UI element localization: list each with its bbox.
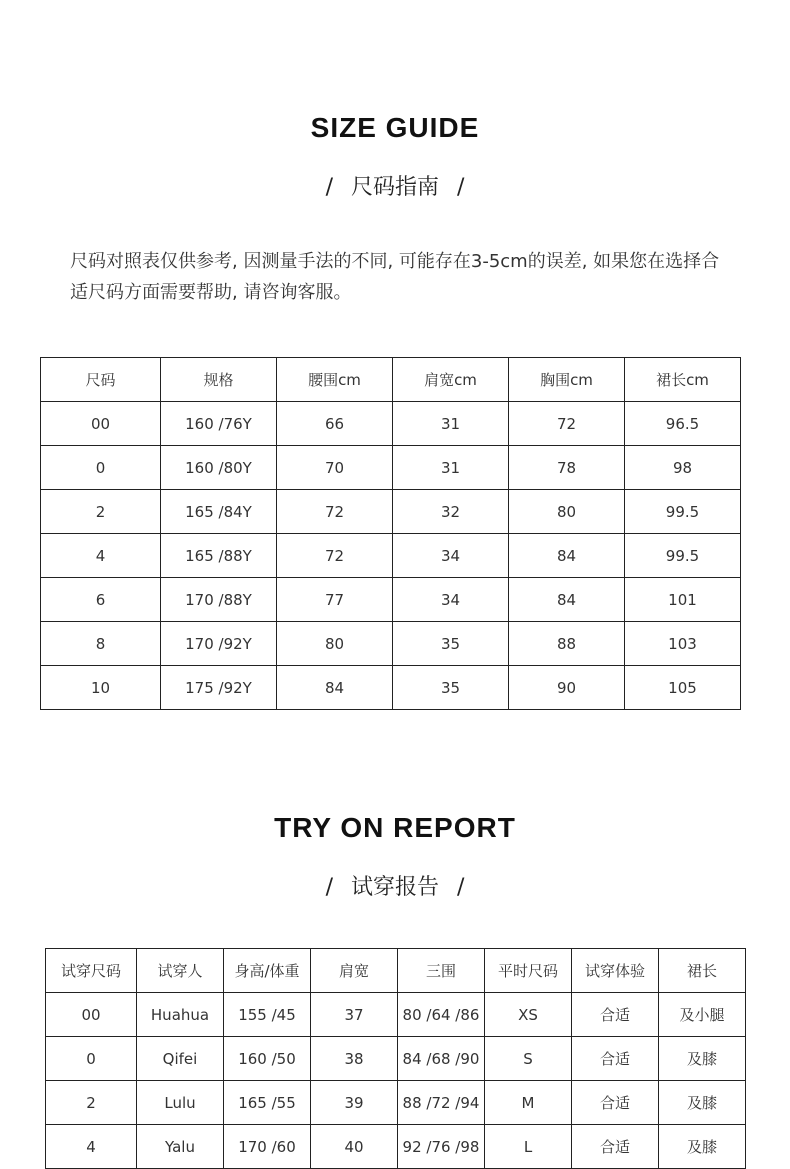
try-on-table-cell: S [485, 1037, 572, 1081]
try-on-table-cell: 80 /64 /86 [398, 993, 485, 1037]
size-table-cell: 103 [625, 622, 741, 666]
try-on-table-header-cell: 试穿人 [137, 949, 224, 993]
try-on-table-cell: 合适 [572, 1081, 659, 1125]
try-on-table-cell: 及膝 [659, 1081, 746, 1125]
size-table-cell: 31 [393, 446, 509, 490]
size-table-cell: 34 [393, 578, 509, 622]
size-table-header-cell: 尺码 [41, 358, 161, 402]
size-table-cell: 175 /92Y [161, 666, 277, 710]
size-guide-subtitle [0, 170, 790, 201]
try-on-subtitle-text: 试穿报告 [350, 875, 439, 900]
size-table-row [41, 666, 741, 710]
size-table-cell: 6 [41, 578, 161, 622]
size-table-row [41, 402, 741, 446]
size-table-cell: 4 [41, 534, 161, 578]
size-table-cell: 170 /92Y [161, 622, 277, 666]
try-on-table-cell: 40 [311, 1125, 398, 1169]
try-on-table-cell: 2 [46, 1081, 137, 1125]
size-table-cell: 80 [509, 490, 625, 534]
size-table-row [41, 534, 741, 578]
size-guide-subtitle-text: 尺码指南 [350, 175, 439, 200]
try-on-table-row [46, 1037, 746, 1081]
size-table-cell: 77 [277, 578, 393, 622]
size-table-cell: 0 [41, 446, 161, 490]
subtitle-slash-right: / [457, 175, 465, 200]
subtitle-slash-left: / [325, 875, 333, 900]
try-on-table-cell: Huahua [137, 993, 224, 1037]
subtitle-slash-right: / [457, 875, 465, 900]
size-table-cell: 66 [277, 402, 393, 446]
try-on-table-header-cell: 身高/体重 [224, 949, 311, 993]
size-table-header-cell: 裙长cm [625, 358, 741, 402]
size-table-cell: 72 [277, 534, 393, 578]
try-on-table-cell: 合适 [572, 1037, 659, 1081]
size-table-cell: 84 [277, 666, 393, 710]
try-on-subtitle [0, 870, 790, 901]
size-table-cell: 72 [509, 402, 625, 446]
try-on-table-header-cell: 肩宽 [311, 949, 398, 993]
size-table-cell: 32 [393, 490, 509, 534]
size-table-cell: 99.5 [625, 534, 741, 578]
size-table-cell: 90 [509, 666, 625, 710]
try-on-table-cell: 38 [311, 1037, 398, 1081]
size-table-cell: 84 [509, 578, 625, 622]
try-on-table-cell: 及膝 [659, 1037, 746, 1081]
size-table-header-cell: 规格 [161, 358, 277, 402]
try-on-table-row [46, 1081, 746, 1125]
try-on-table-cell: Qifei [137, 1037, 224, 1081]
try-on-table-cell: 39 [311, 1081, 398, 1125]
try-on-table-header-cell: 试穿尺码 [46, 949, 137, 993]
size-table-cell: 31 [393, 402, 509, 446]
size-table-cell: 35 [393, 666, 509, 710]
try-on-table-header-cell: 三围 [398, 949, 485, 993]
size-table-cell: 160 /76Y [161, 402, 277, 446]
size-table-cell: 78 [509, 446, 625, 490]
size-table-cell: 80 [277, 622, 393, 666]
try-on-table-cell: 及膝 [659, 1125, 746, 1169]
try-on-table-cell: XS [485, 993, 572, 1037]
try-on-table-cell: 及小腿 [659, 993, 746, 1037]
try-on-table-cell: 合适 [572, 1125, 659, 1169]
size-table-cell: 98 [625, 446, 741, 490]
try-on-table-cell: 4 [46, 1125, 137, 1169]
size-table-cell: 99.5 [625, 490, 741, 534]
size-table-cell: 165 /84Y [161, 490, 277, 534]
size-disclaimer-note: 尺码对照表仅供参考, 因测量手法的不同, 可能存在3-5cm的误差, 如果您在选择合适尺码方面需要帮助, 请咨询客服。 [70, 251, 720, 303]
size-table-cell: 00 [41, 402, 161, 446]
try-on-table-cell: Lulu [137, 1081, 224, 1125]
try-on-table-cell: M [485, 1081, 572, 1125]
try-on-table-cell: 00 [46, 993, 137, 1037]
try-on-table-cell: 88 /72 /94 [398, 1081, 485, 1125]
try-on-table-header-cell: 试穿体验 [572, 949, 659, 993]
size-table-cell: 88 [509, 622, 625, 666]
size-table-cell: 10 [41, 666, 161, 710]
try-on-table-cell: Yalu [137, 1125, 224, 1169]
size-table-row [41, 578, 741, 622]
size-table-header-cell: 腰围cm [277, 358, 393, 402]
size-table-cell: 35 [393, 622, 509, 666]
size-table-cell: 160 /80Y [161, 446, 277, 490]
size-table-cell: 105 [625, 666, 741, 710]
size-table-row [41, 446, 741, 490]
size-table-header-cell: 胸围cm [509, 358, 625, 402]
size-table-cell: 70 [277, 446, 393, 490]
size-table-header-cell: 肩宽cm [393, 358, 509, 402]
size-chart-table [40, 357, 741, 710]
try-on-title: TRY ON REPORT [274, 812, 516, 843]
try-on-report-table [45, 948, 746, 1169]
size-table-cell: 72 [277, 490, 393, 534]
try-on-table-header-row [46, 949, 746, 993]
size-table-header-row [41, 358, 741, 402]
size-table-cell: 8 [41, 622, 161, 666]
try-on-table-cell: 165 /55 [224, 1081, 311, 1125]
size-table-cell: 101 [625, 578, 741, 622]
try-on-table-cell: L [485, 1125, 572, 1169]
try-on-table-header-cell: 平时尺码 [485, 949, 572, 993]
try-on-table-cell: 37 [311, 993, 398, 1037]
size-guide-title: SIZE GUIDE [310, 112, 480, 143]
size-table-cell: 165 /88Y [161, 534, 277, 578]
try-on-table-cell: 合适 [572, 993, 659, 1037]
try-on-table-header-cell: 裙长 [659, 949, 746, 993]
try-on-table-row [46, 1125, 746, 1169]
size-table-row [41, 490, 741, 534]
try-on-table-cell: 155 /45 [224, 993, 311, 1037]
try-on-table-cell: 0 [46, 1037, 137, 1081]
try-on-table-cell: 92 /76 /98 [398, 1125, 485, 1169]
size-table-cell: 84 [509, 534, 625, 578]
size-table-row [41, 622, 741, 666]
size-table-cell: 34 [393, 534, 509, 578]
try-on-table-cell: 170 /60 [224, 1125, 311, 1169]
size-table-cell: 170 /88Y [161, 578, 277, 622]
try-on-table-cell: 84 /68 /90 [398, 1037, 485, 1081]
try-on-table-cell: 160 /50 [224, 1037, 311, 1081]
try-on-table-row [46, 993, 746, 1037]
subtitle-slash-left: / [325, 175, 333, 200]
size-table-cell: 2 [41, 490, 161, 534]
size-table-cell: 96.5 [625, 402, 741, 446]
